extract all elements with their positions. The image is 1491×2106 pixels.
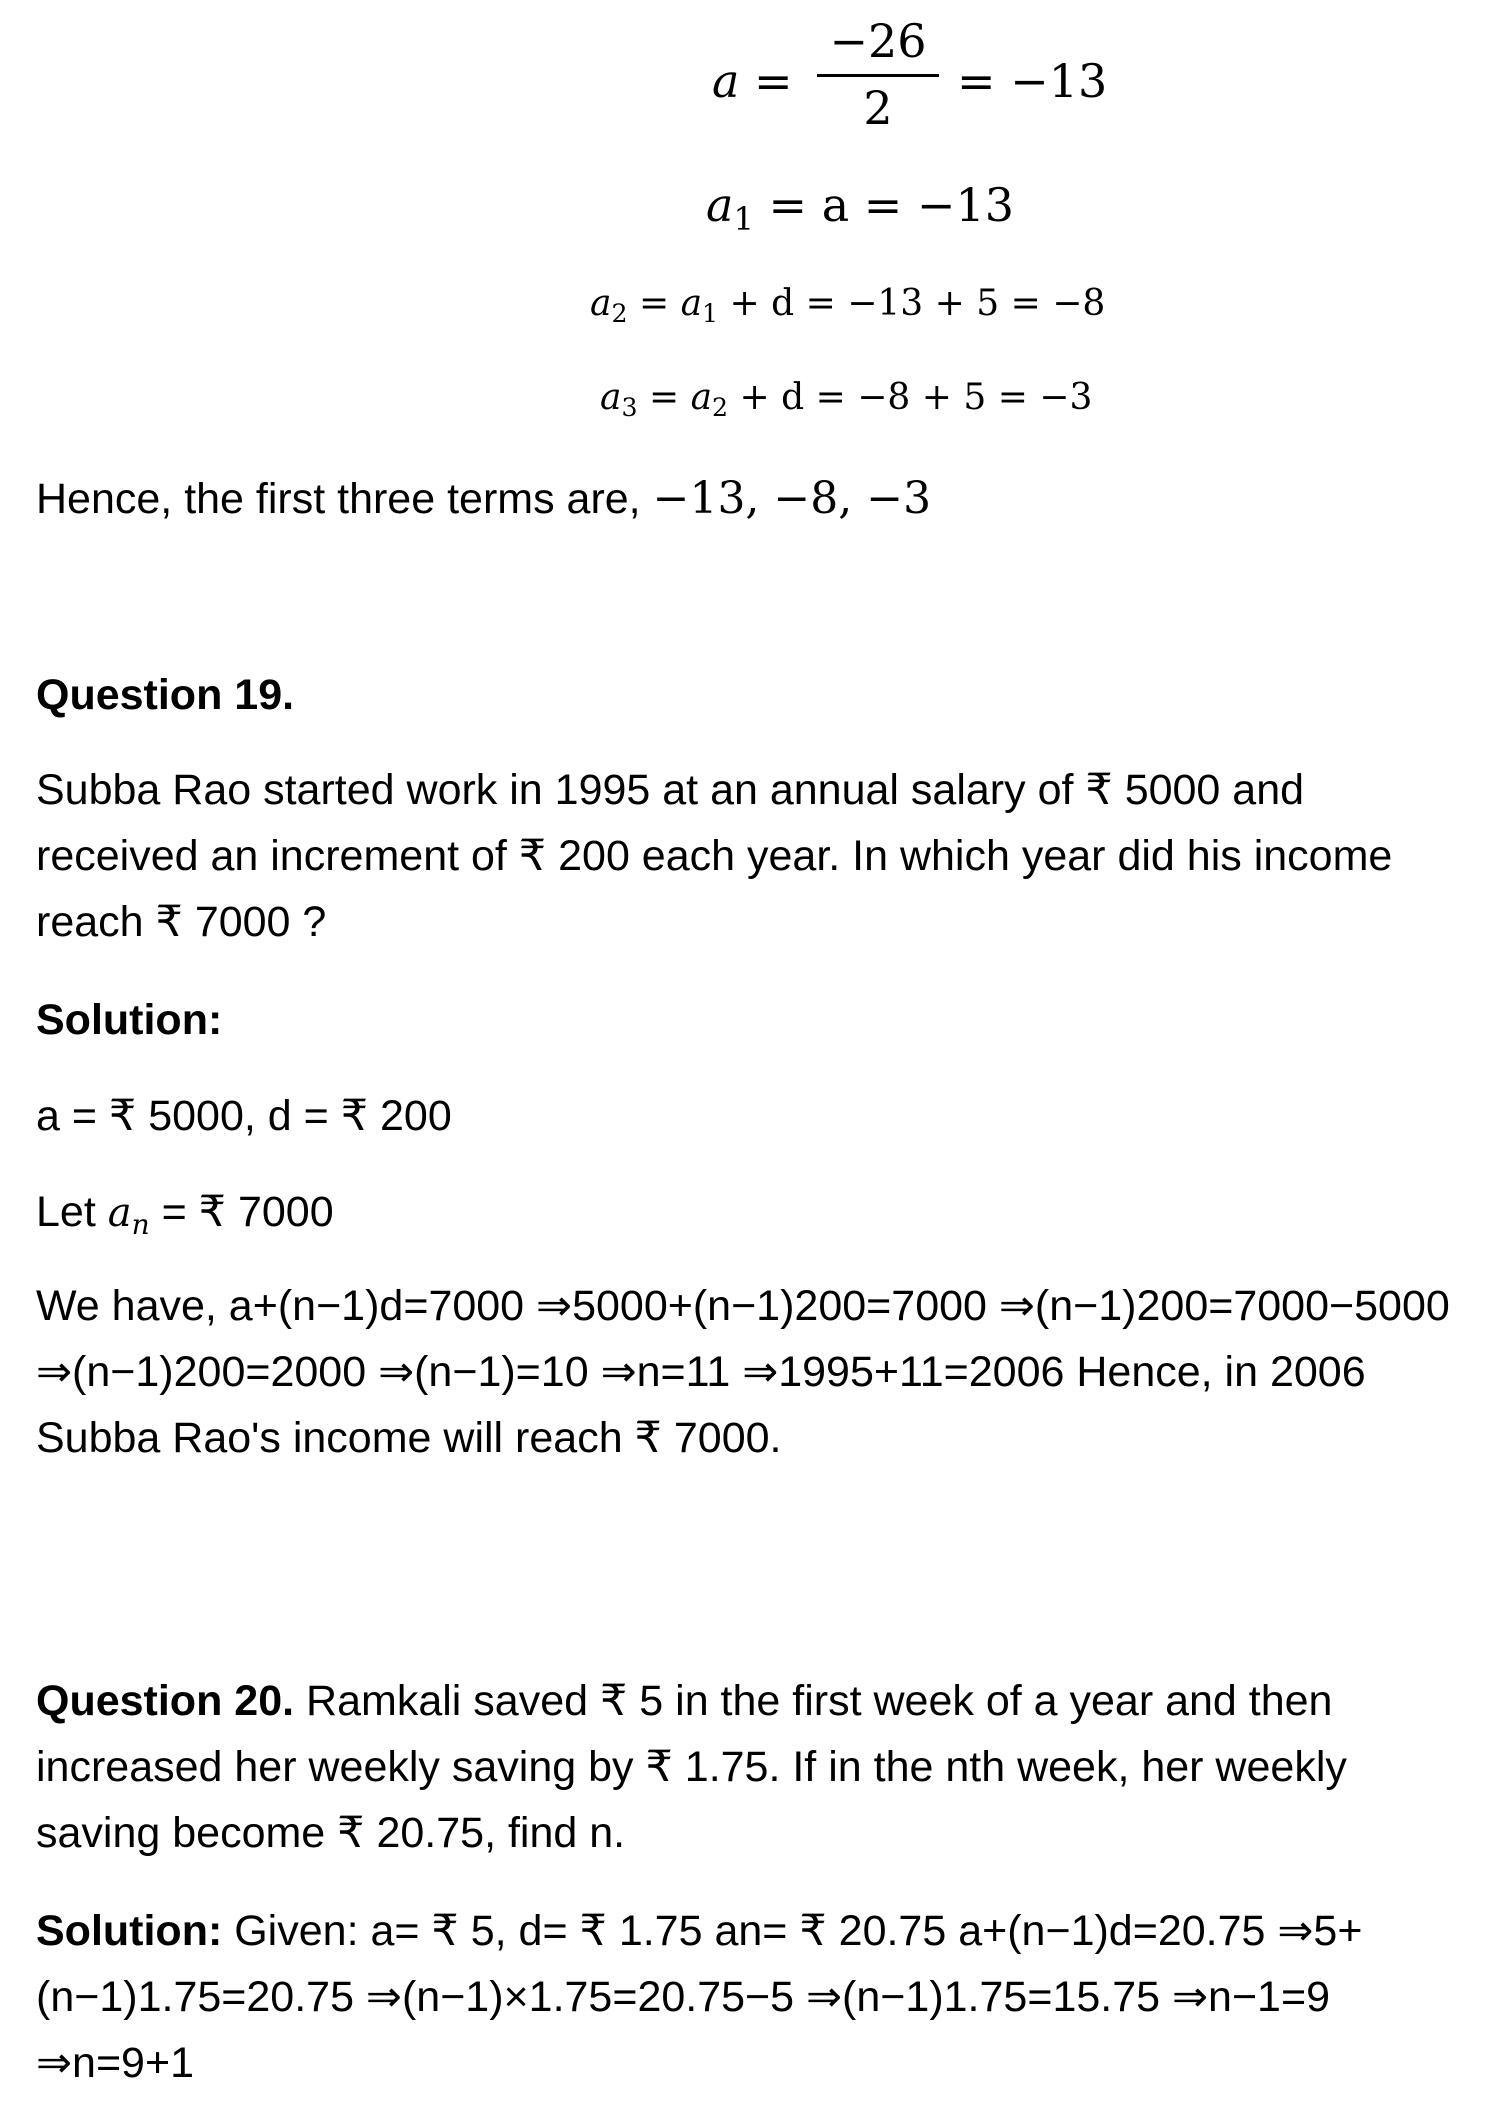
- equation-rhs: = −13: [957, 54, 1108, 108]
- conclusion-math: −13, −8, −3: [652, 473, 932, 524]
- question-19-solution-label: Solution:: [36, 996, 223, 1044]
- question-19-text: Subba Rao started work in 1995 at an annual salary of ₹ 5000 and received an increment of ₹ 200 each year. In which year did his income reach ₹ 7000 ?: [36, 766, 1393, 946]
- equals-sign: =: [648, 377, 680, 418]
- fraction-bar: [817, 74, 939, 77]
- fraction: [817, 14, 939, 135]
- question-20-solution-text: Given: a= ₹ 5, d= ₹ 1.75 an= ₹ 20.75 a+(n−1)d=20.75 ⇒5+(n−1)1.75=20.75 ⇒(n−1)×1.75=20.75−5 ⇒(n−1)1.75=15.75 ⇒n−1=9 ⇒n=9+1: [36, 1907, 1363, 2087]
- equation-rest: = a = −13: [768, 178, 1014, 232]
- fraction-numerator: −26: [829, 14, 927, 68]
- question-19-working: We have, a+(n−1)d=7000 ⇒5000+(n−1)200=7000 ⇒(n−1)200=7000−5000 ⇒(n−1)200=2000 ⇒(n−1)=10 ⇒n=11 ⇒1995+11=2006 Hence, in 2006 Subba Rao's income will reach ₹ 7000.: [36, 1282, 1450, 1462]
- subscript: 2: [611, 299, 628, 329]
- equation-a1: $a_1 = a = -13$: [706, 178, 1014, 239]
- subscript: 2: [712, 393, 729, 423]
- let-label: Let: [36, 1188, 96, 1236]
- equation-rest: + d = −8 + 5 = −3: [739, 377, 1093, 418]
- question-19-let-line: [36, 1179, 1466, 1258]
- a-n-variable: $a_n$: [107, 1190, 150, 1241]
- subscript: 3: [621, 393, 638, 423]
- question-20-solution-label: Solution:: [36, 1907, 223, 1955]
- question-20-solution: [36, 1898, 1466, 2096]
- conclusion-text: Hence, the first three terms are,: [36, 475, 641, 523]
- conclusion-line: [36, 466, 1466, 532]
- question-19-given: a = ₹ 5000, d = ₹ 200: [36, 1092, 452, 1140]
- equation-a2: $a_2 = a_1 + d = -13 + 5 = -8$: [590, 283, 1106, 329]
- let-value: = ₹ 7000: [161, 1188, 334, 1236]
- equals-sign: =: [638, 283, 670, 324]
- question-20-heading: Question 20.: [36, 1677, 295, 1725]
- subscript: n: [131, 1207, 150, 1241]
- fraction-denominator: 2: [863, 81, 893, 135]
- equation-lhs: a =: [712, 54, 793, 108]
- equation-rest: + d = −13 + 5 = −8: [729, 283, 1106, 324]
- question-19-heading: Question 19.: [36, 671, 295, 719]
- subscript: 1: [702, 299, 719, 329]
- question-20-text: Ramkali saved ₹ 5 in the first week of a year and then increased her weekly saving by ₹ 1.75. If in the nth week, her weekly saving become ₹ 20.75, find n.: [36, 1677, 1347, 1857]
- question-20-block: [36, 1668, 1466, 1866]
- subscript: 1: [733, 200, 754, 239]
- equation-a3: $a_3 = a_2 + d = -8 + 5 = -3$: [600, 377, 1093, 423]
